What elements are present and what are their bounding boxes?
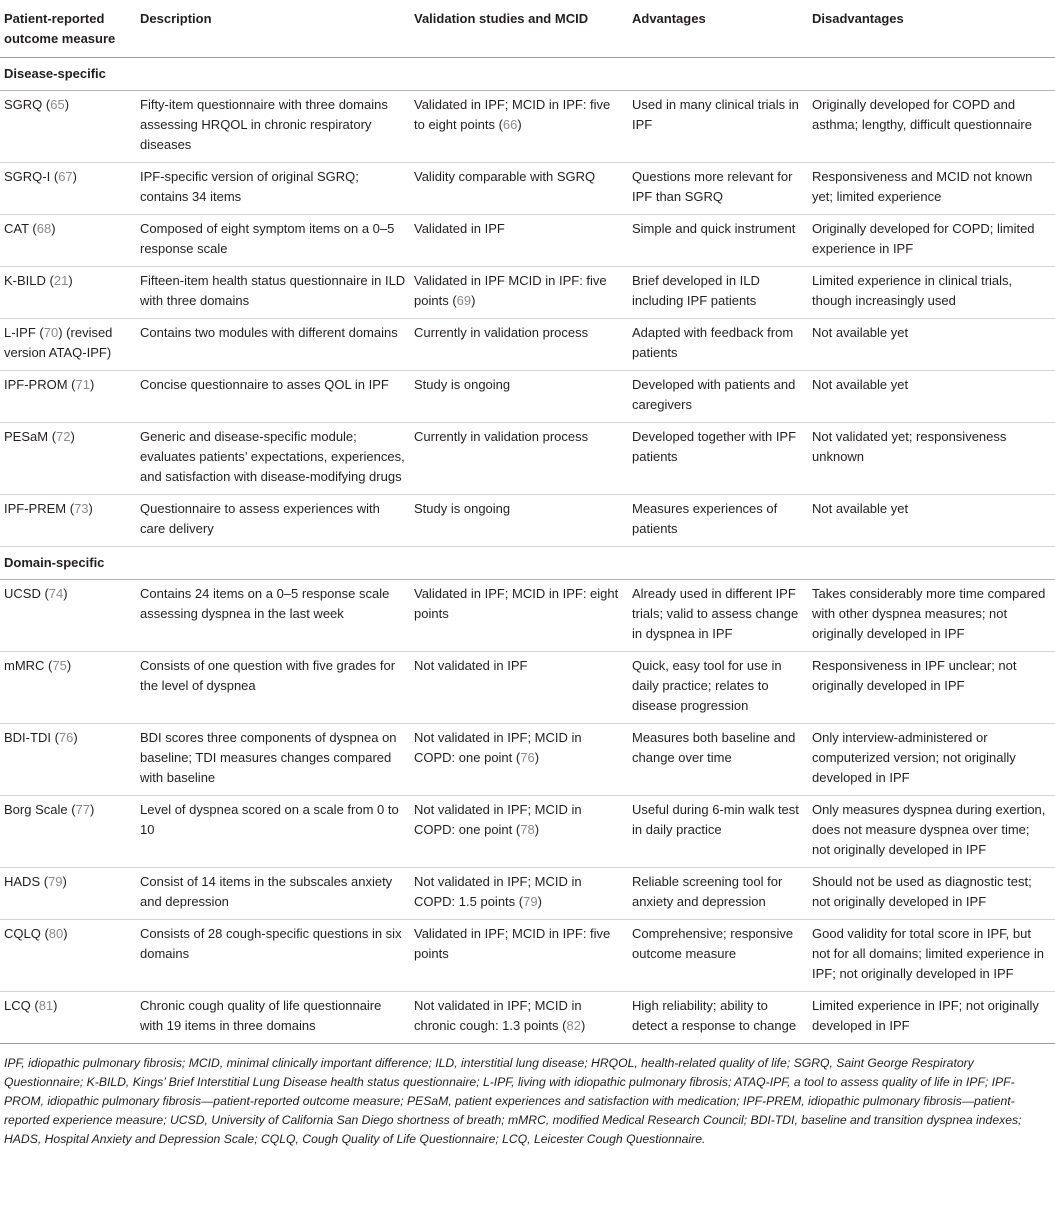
table-row [0,423,1055,495]
advantages-text: Measures both baseline and change over time [632,730,796,765]
advantages-text: High reliability; ability to detect a response to change [632,998,797,1033]
cell-disadvantages [808,495,1055,547]
header-description: Description [136,3,410,58]
cell-validation [410,920,628,992]
description-text: Composed of eight symptom items on a 0–5 response scale [140,221,395,256]
disadvantages-text: Limited experience in clinical trials, though increasingly used [812,273,1013,308]
validation-text: Validity comparable with SGRQ [414,169,596,184]
disadvantages-text: Good validity for total score in IPF, but not for all domains; limited experience in IPF; not originally developed in IPF [812,926,1044,981]
header-advantages: Advantages [628,3,808,58]
measure-name-note: (revised version ATAQ-IPF) [4,325,113,360]
cell-measure: BDI-TDI (76) [0,724,136,796]
cell-description [136,796,410,868]
section-row [0,58,1055,91]
cell-disadvantages [808,868,1055,920]
cell-description [136,319,410,371]
cell-measure: CQLQ (80) [0,920,136,992]
disadvantages-text: Originally developed for COPD; limited experience in IPF [812,221,1035,256]
validation-text: Not validated in IPF; MCID in COPD: one point [414,730,582,765]
table-row [0,920,1055,992]
measure-name: SGRQ [4,97,43,112]
validation-text: Currently in validation process [414,325,589,340]
cell-validation [410,652,628,724]
description-text: Questionnaire to assess experiences with care delivery [140,501,380,536]
cell-advantages [628,992,808,1044]
cell-description [136,868,410,920]
advantages-text: Already used in different IPF trials; valid to assess change in dyspnea in IPF [632,586,799,641]
table-row [0,267,1055,319]
description-text: Contains two modules with different domains [140,325,398,340]
cell-measure: PESaM (72) [0,423,136,495]
disadvantages-text: Only measures dyspnea during exertion, does not measure dyspnea over time; not originally developed in IPF [812,802,1046,857]
cell-advantages [628,91,808,163]
table-row [0,319,1055,371]
advantages-text: Reliable screening tool for anxiety and depression [632,874,783,909]
validation-text: Study is ongoing [414,377,511,392]
cell-measure: Borg Scale (77) [0,796,136,868]
cell-measure: SGRQ (65) [0,91,136,163]
header-disadvantages: Disadvantages [808,3,1055,58]
cell-measure: L-IPF (70) (revised version ATAQ-IPF) [0,319,136,371]
cell-measure: UCSD (74) [0,580,136,652]
cell-disadvantages [808,724,1055,796]
section-title: Domain-specific [4,555,105,570]
validation-reference: 69 [456,293,472,308]
validation-text: Validated in IPF; MCID in IPF: eight points [414,586,619,621]
cell-disadvantages [808,992,1055,1044]
cell-measure: K-BILD (21) [0,267,136,319]
table-row [0,163,1055,215]
measure-reference: 71 [75,377,90,392]
cell-measure: SGRQ-I (67) [0,163,136,215]
advantages-text: Brief developed in ILD including IPF patients [632,273,760,308]
disadvantages-text: Takes considerably more time compared with other dyspnea measures; not originally developed in IPF [812,586,1046,641]
measure-name: LCQ [4,998,31,1013]
cell-validation [410,371,628,423]
disadvantages-text: Originally developed for COPD and asthma; lengthy, difficult questionnaire [812,97,1032,132]
header-measure: Patient-reported outcome measure [0,3,136,58]
description-text: BDI scores three components of dyspnea on baseline; TDI measures changes compared with baseline [140,730,397,785]
cell-advantages [628,423,808,495]
validation-reference: 82 [566,1018,581,1033]
cell-disadvantages [808,91,1055,163]
cell-description [136,580,410,652]
measure-reference: 70 [43,325,59,340]
description-text: Concise questionnaire to asses QOL in IPF [140,377,389,392]
cell-validation: Validated in IPF MCID in IPF: five points (69) [410,267,628,319]
cell-description [136,423,410,495]
validation-reference: 79 [523,894,538,909]
cell-advantages [628,796,808,868]
disadvantages-text: Not available yet [812,325,909,340]
table-row [0,796,1055,868]
cell-description [136,163,410,215]
description-text: Consist of 14 items in the subscales anxiety and depression [140,874,393,909]
disadvantages-text: Should not be used as diagnostic test; not originally developed in IPF [812,874,1032,909]
cell-validation [410,423,628,495]
advantages-text: Useful during 6-min walk test in daily practice [632,802,799,837]
table-row [0,724,1055,796]
table-row [0,215,1055,267]
validation-text: Study is ongoing [414,501,511,516]
measure-name: IPF-PROM [4,377,68,392]
cell-description [136,724,410,796]
measure-reference: 77 [75,802,91,817]
disadvantages-text: Not validated yet; responsiveness unknown [812,429,1007,464]
validation-text: Currently in validation process [414,429,589,444]
cell-advantages [628,371,808,423]
measure-reference: 68 [36,221,52,236]
cell-validation: Validated in IPF; MCID in IPF: five to eight points (66) [410,91,628,163]
advantages-text: Quick, easy tool for use in daily practice; relates to disease progression [632,658,782,713]
header-validation: Validation studies and MCID [410,3,628,58]
measure-reference: 73 [74,501,89,516]
description-text: Fifteen-item health status questionnaire in ILD with three domains [140,273,406,308]
measure-reference: 75 [52,658,67,673]
table-row [0,868,1055,920]
measure-reference: 74 [48,586,64,601]
validation-text: Validated in IPF; MCID in IPF: five to eight points [414,97,611,132]
description-text: Generic and disease-specific module; evaluates patients’ expectations, experiences, and satisfaction with disease-modifying drugs [140,429,405,484]
cell-disadvantages [808,267,1055,319]
advantages-text: Developed together with IPF patients [632,429,797,464]
measure-reference: 72 [56,429,71,444]
validation-text: Validated in IPF MCID in IPF: five points [414,273,607,308]
measure-name: Borg Scale [4,802,68,817]
advantages-text: Simple and quick instrument [632,221,796,236]
validation-text: Validated in IPF [414,221,505,236]
measure-name: CAT [4,221,29,236]
cell-disadvantages [808,163,1055,215]
cell-disadvantages [808,652,1055,724]
cell-validation [410,580,628,652]
cell-description [136,495,410,547]
validation-reference: 76 [520,750,535,765]
measure-name: IPF-PREM [4,501,67,516]
measure-reference: 80 [48,926,64,941]
measure-name: BDI-TDI [4,730,51,745]
disadvantages-text: Only interview-administered or computerized version; not originally developed in IPF [812,730,1016,785]
cell-description [136,215,410,267]
cell-validation [410,495,628,547]
table-row [0,992,1055,1044]
cell-measure: CAT (68) [0,215,136,267]
validation-reference: 78 [520,822,535,837]
table-row [0,371,1055,423]
cell-disadvantages [808,423,1055,495]
cell-advantages [628,163,808,215]
table-row [0,495,1055,547]
cell-advantages [628,868,808,920]
cell-advantages [628,724,808,796]
measure-name: HADS [4,874,41,889]
table-header [0,3,1055,58]
cell-description [136,652,410,724]
cell-measure: LCQ (81) [0,992,136,1044]
cell-measure: mMRC (75) [0,652,136,724]
table-row [0,91,1055,163]
validation-text: Not validated in IPF; MCID in COPD: 1.5 points [414,874,582,909]
table-row [0,580,1055,652]
section-title: Disease-specific [4,66,106,81]
cell-measure: HADS (79) [0,868,136,920]
validation-text: Not validated in IPF; MCID in COPD: one point [414,802,582,837]
validation-reference: 66 [502,117,518,132]
cell-advantages [628,920,808,992]
measure-name: mMRC [4,658,45,673]
prom-table [0,3,1055,1044]
description-text: Consists of 28 cough-specific questions in six domains [140,926,402,961]
cell-validation: Not validated in IPF; MCID in COPD: one point (78) [410,796,628,868]
description-text: Fifty-item questionnaire with three domains assessing HRQOL in chronic respiratory diseases [140,97,388,152]
cell-disadvantages [808,580,1055,652]
cell-advantages [628,267,808,319]
cell-description [136,371,410,423]
cell-description [136,267,410,319]
table-body [0,58,1055,1044]
advantages-text: Adapted with feedback from patients [632,325,794,360]
disadvantages-text: Not available yet [812,501,909,516]
cell-advantages [628,319,808,371]
cell-description [136,920,410,992]
validation-text: Not validated in IPF; MCID in chronic cough: 1.3 points [414,998,582,1033]
advantages-text: Questions more relevant for IPF than SGRQ [632,169,793,204]
measure-reference: 67 [58,169,73,184]
table-footnote: IPF, idiopathic pulmonary fibrosis; MCID, minimal clinically important difference; ILD, interstitial lung disease; HRQOL, health-related quality of life; SGRQ, Saint George Respiratory Questionnaire; K-BILD, Kings’ Brief Interstitial Lung Disease health status questionnaire; L-IPF, living with idiopathic pulmonary fibrosis; ATAQ-IPF, a tool to assess quality of life in IPF; IPF-PROM, idiopathic pulmonary fibrosis—patient-reported outcome measure; PESaM, patient experiences and satisfaction with medication; IPF-PREM, idiopathic pulmonary fibrosis—patient-reported experience measure; UCSD, University of California San Diego shortness of breath; mMRC, modified Medical Research Council; BDI-TDI, baseline and transition dyspnea indexes; HADS, Hospital Anxiety and Depression Scale; CQLQ, Cough Quality of Life Questionnaire; LCQ, Leicester Cough Questionnaire. [4,1056,1022,1146]
cell-validation [410,163,628,215]
cell-description [136,91,410,163]
cell-advantages [628,215,808,267]
cell-validation: Not validated in IPF; MCID in chronic cough: 1.3 points (82) [410,992,628,1044]
measure-reference: 76 [58,730,74,745]
advantages-text: Used in many clinical trials in IPF [632,97,799,132]
cell-advantages [628,495,808,547]
cell-validation: Not validated in IPF; MCID in COPD: one point (76) [410,724,628,796]
cell-measure: IPF-PROM (71) [0,371,136,423]
cell-advantages [628,652,808,724]
measure-reference: 65 [50,97,65,112]
disadvantages-text: Not available yet [812,377,909,392]
measure-name: CQLQ [4,926,41,941]
measure-name: K-BILD [4,273,46,288]
cell-measure: IPF-PREM (73) [0,495,136,547]
cell-disadvantages [808,796,1055,868]
advantages-text: Developed with patients and caregivers [632,377,796,412]
disadvantages-text: Limited experience in IPF; not originally developed in IPF [812,998,1039,1033]
cell-validation [410,215,628,267]
description-text: Consists of one question with five grades for the level of dyspnea [140,658,396,693]
cell-description [136,992,410,1044]
advantages-text: Comprehensive; responsive outcome measure [632,926,794,961]
cell-disadvantages [808,319,1055,371]
cell-disadvantages [808,215,1055,267]
description-text: Contains 24 items on a 0–5 response scale assessing dyspnea in the last week [140,586,390,621]
validation-text: Validated in IPF; MCID in IPF: five points [414,926,611,961]
measure-name: UCSD [4,586,41,601]
measure-reference: 79 [48,874,63,889]
measure-name: SGRQ-I [4,169,51,184]
cell-validation: Not validated in IPF; MCID in COPD: 1.5 points (79) [410,868,628,920]
measure-name: PESaM [4,429,49,444]
description-text: Level of dyspnea scored on a scale from 0 to 10 [140,802,399,837]
cell-disadvantages [808,920,1055,992]
measure-reference: 21 [53,273,69,288]
description-text: Chronic cough quality of life questionnaire with 19 items in three domains [140,998,382,1033]
validation-text: Not validated in IPF [414,658,528,673]
disadvantages-text: Responsiveness and MCID not known yet; limited experience [812,169,1033,204]
cell-validation [410,319,628,371]
description-text: IPF-specific version of original SGRQ; contains 34 items [140,169,359,204]
section-row [0,547,1055,580]
measure-reference: 81 [38,998,54,1013]
advantages-text: Measures experiences of patients [632,501,778,536]
disadvantages-text: Responsiveness in IPF unclear; not originally developed in IPF [812,658,1017,693]
cell-advantages [628,580,808,652]
table-row [0,652,1055,724]
measure-name: L-IPF [4,325,36,340]
cell-disadvantages [808,371,1055,423]
